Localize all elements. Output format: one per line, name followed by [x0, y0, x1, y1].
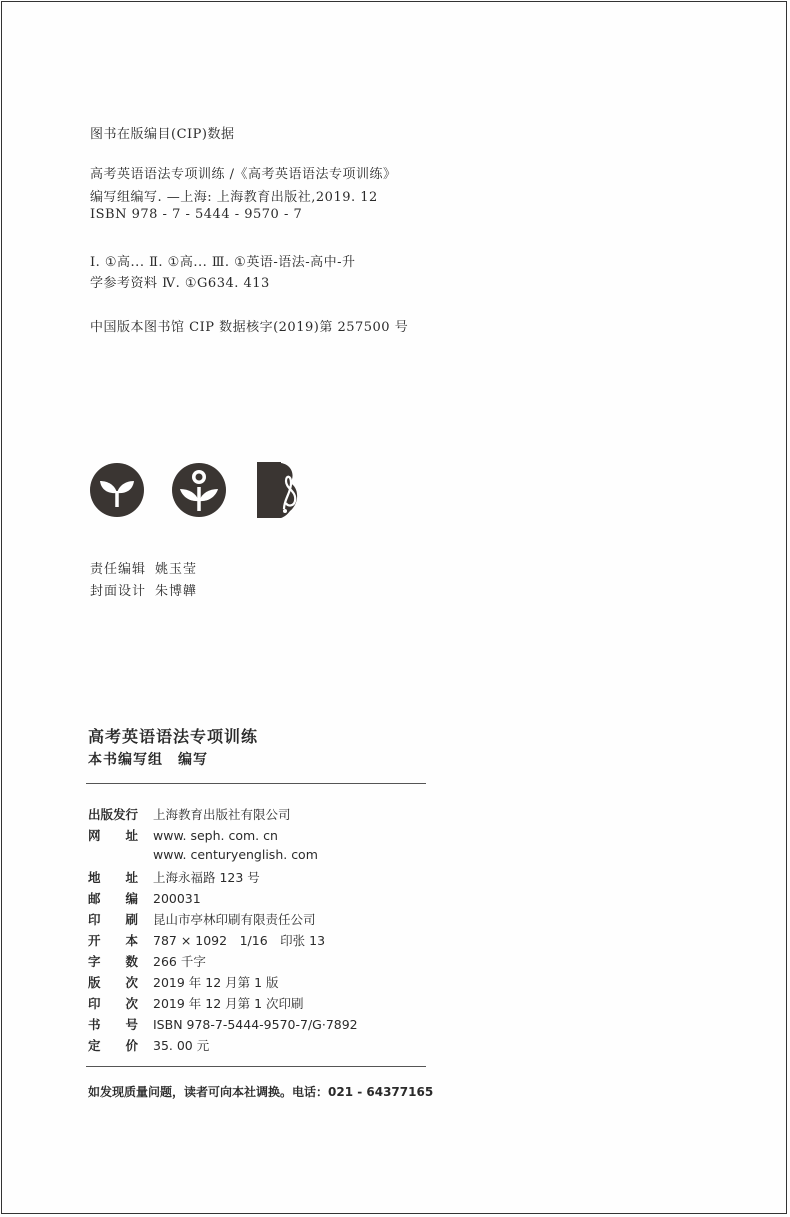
pub-value: ISBN 978-7-5444-9570-7/G·7892	[153, 1017, 358, 1032]
pub-label: 定 价	[88, 1038, 139, 1053]
cip-line-1: 高考英语语法专项训练 /《高考英语语法专项训练》	[90, 167, 397, 182]
pub-value: 2019 年 12 月第 1 次印刷	[153, 996, 304, 1011]
credit-role: 封面设计	[90, 584, 147, 599]
pub-value: 266 千字	[153, 954, 206, 969]
pub-label: 出版发行	[88, 807, 139, 822]
divider-top	[86, 783, 426, 784]
pub-label: 字 数	[88, 954, 139, 969]
book-author: 本书编写组 编写	[88, 752, 208, 768]
credit-name: 姚玉莹	[155, 562, 198, 577]
pub-value: 200031	[153, 891, 201, 906]
cip-line-isbn: ISBN 978 - 7 - 5444 - 9570 - 7	[90, 207, 303, 222]
credit-role: 责任编辑	[90, 562, 147, 577]
pub-row-isbn	[88, 1015, 358, 1033]
pub-value: 上海教育出版社有限公司	[153, 807, 291, 822]
book-title: 高考英语语法专项训练	[88, 727, 259, 746]
cip-line-classification: Ⅰ. ①高... Ⅱ. ①高... Ⅲ. ①英语-语法-高中-升	[90, 255, 356, 270]
cip-line-2: 编写组编写. —上海: 上海教育出版社,2019. 12	[90, 190, 378, 205]
cip-record-number: 中国版本图书馆 CIP 数据核字(2019)第 257500 号	[90, 320, 409, 335]
pub-value: 2019 年 12 月第 1 版	[153, 975, 279, 990]
pub-row-price	[88, 1036, 209, 1054]
cip-line-classification-cont: 学参考资料 Ⅳ. ①G634. 413	[90, 276, 270, 291]
credit-cover-design	[90, 580, 197, 599]
pub-label: 印 次	[88, 996, 139, 1011]
pub-label: 网 址	[88, 828, 139, 843]
pub-value: 35. 00 元	[153, 1038, 210, 1053]
pub-row-printer	[88, 910, 316, 928]
pub-value: www. seph. com. cn	[153, 828, 278, 843]
pub-label: 印 刷	[88, 912, 139, 927]
pub-value: 787 × 1092 1/16 印张 13	[153, 933, 326, 948]
pub-label: 邮 编	[88, 891, 139, 906]
quality-notice: 如发现质量问题，读者可向本社调换。电话：021 - 64377165	[88, 1085, 434, 1099]
pub-label: 版 次	[88, 975, 139, 990]
pub-value: 上海永福路 123 号	[153, 870, 260, 885]
pub-row-word-count	[88, 952, 206, 970]
pub-row-edition	[88, 973, 279, 991]
pub-row-address	[88, 868, 260, 886]
pub-row-postcode	[88, 889, 201, 907]
music-note-logo	[257, 461, 303, 519]
pub-label: 地 址	[88, 870, 139, 885]
pub-value: 昆山市亭林印刷有限责任公司	[153, 912, 316, 927]
sprout-logo	[88, 461, 146, 519]
pub-row-format	[88, 931, 325, 949]
pub-row-website	[88, 826, 278, 844]
divider-bottom	[86, 1066, 426, 1067]
cip-heading: 图书在版编目(CIP)数据	[90, 127, 235, 142]
flower-logo	[170, 461, 228, 519]
pub-row-printing	[88, 994, 304, 1012]
pub-row-publisher	[88, 805, 291, 823]
credit-editor	[90, 558, 197, 577]
pub-label: 开 本	[88, 933, 139, 948]
credit-name: 朱博韡	[155, 584, 198, 599]
pub-row-website-2	[88, 847, 318, 862]
pub-value: www. centuryenglish. com	[153, 847, 318, 862]
pub-label: 书 号	[88, 1017, 139, 1032]
